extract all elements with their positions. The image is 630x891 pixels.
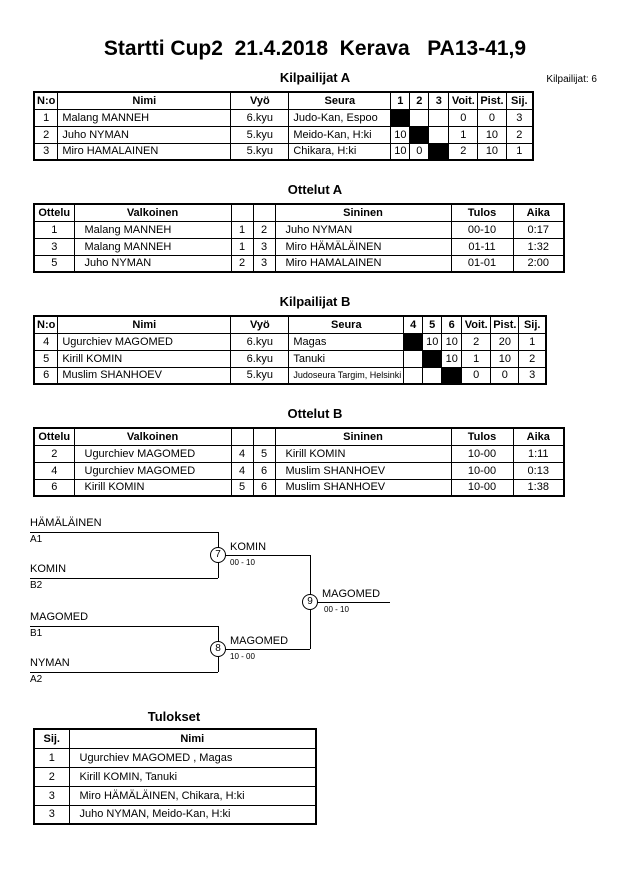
match-result: 10-00 — [451, 479, 513, 496]
col-header-6: 6 — [442, 316, 462, 333]
match-time: 0:17 — [513, 221, 564, 238]
white-player: Malang MANNEH — [74, 221, 231, 238]
competitor-row — [34, 350, 546, 367]
header-row — [34, 92, 533, 109]
col-header-3: 3 — [429, 92, 449, 109]
col-header-sininen: Sininen — [275, 428, 451, 445]
competitor-place: 3 — [519, 367, 546, 384]
competitor-wins: 0 — [462, 367, 491, 384]
result-place: 3 — [34, 786, 69, 805]
competitor-wins: 1 — [449, 126, 478, 143]
competitor-place: 2 — [519, 350, 546, 367]
bracket-line — [30, 672, 218, 673]
col-header-1: 1 — [391, 92, 410, 109]
competitor-club: Tanuki — [289, 350, 404, 367]
score-cell — [423, 367, 442, 384]
result-name: Ugurchiev MAGOMED , Magas — [69, 748, 316, 767]
section-head-ottelut-b — [0, 406, 630, 423]
competitor-name: Ugurchiev MAGOMED — [58, 333, 231, 350]
col-header-vyo: Vyö — [231, 316, 289, 333]
white-player: Ugurchiev MAGOMED — [74, 462, 231, 479]
col-header-ottelu: Ottelu — [34, 204, 74, 221]
score-cell: 10 — [442, 333, 462, 350]
competitor-points: 0 — [478, 109, 506, 126]
col-header-sij: Sij. — [34, 729, 69, 748]
competitor-place: 1 — [519, 333, 546, 350]
competitor-wins: 1 — [462, 350, 491, 367]
competitor-number: 4 — [34, 333, 58, 350]
blue-number: 3 — [253, 255, 275, 272]
competitor-number: 2 — [34, 126, 58, 143]
match-number-circle: 9 — [302, 594, 318, 610]
competitor-belt: 6.kyu — [231, 109, 289, 126]
blue-player: Miro HAMALAINEN — [275, 255, 451, 272]
bracket-slot-seed: B2 — [30, 580, 43, 591]
white-number: 5 — [231, 479, 253, 496]
score-cell: 10 — [423, 333, 442, 350]
diagonal-cell — [410, 126, 429, 143]
score-cell: 10 — [391, 143, 410, 160]
match-result: 10-00 — [451, 445, 513, 462]
competitor-name: Juho NYMAN — [58, 126, 231, 143]
competitor-row — [34, 109, 533, 126]
white-number: 2 — [231, 255, 253, 272]
competitor-points: 10 — [491, 350, 519, 367]
col-header-seura: Seura — [289, 316, 404, 333]
match-row — [34, 238, 564, 255]
col-header-nimi: Nimi — [58, 316, 231, 333]
competitor-row — [34, 126, 533, 143]
col-header-tulos: Tulos — [451, 428, 513, 445]
competitor-row — [34, 333, 546, 350]
page-title: Startti Cup2 21.4.2018 Kerava PA13-41,9 — [103, 37, 527, 60]
blue-number: 6 — [253, 479, 275, 496]
ottelut-b-table — [33, 427, 565, 497]
col-header-sij: Sij. — [519, 316, 546, 333]
white-player: Kirill KOMIN — [74, 479, 231, 496]
col-header-sininen: Sininen — [275, 204, 451, 221]
results-section — [0, 709, 630, 825]
bracket-line — [30, 626, 218, 627]
competitor-club: Judoseura Targim, Helsinki — [289, 367, 404, 384]
blue-player: Kirill KOMIN — [275, 445, 451, 462]
competitor-club: Judo-Kan, Espoo — [289, 109, 391, 126]
col-header-no: N:o — [34, 316, 58, 333]
col-header-voit: Voit. — [449, 92, 478, 109]
result-place: 1 — [34, 748, 69, 767]
col-header-nimi: Nimi — [58, 92, 231, 109]
competitor-points: 0 — [491, 367, 519, 384]
competitor-row — [34, 367, 546, 384]
match-result: 10-00 — [451, 462, 513, 479]
competitor-club: Meido-Kan, H:ki — [289, 126, 391, 143]
bracket-slot-name: NYMAN — [30, 657, 70, 669]
col-header-nimi: Nimi — [69, 729, 316, 748]
competitor-place: 2 — [506, 126, 533, 143]
match-row — [34, 462, 564, 479]
competitor-belt: 6.kyu — [231, 333, 289, 350]
bracket-slot-name: MAGOMED — [30, 611, 89, 623]
competitor-name: Muslim SHANHOEV — [58, 367, 231, 384]
competitor-name: Miro HAMALAINEN — [58, 143, 231, 160]
blue-number: 2 — [253, 221, 275, 238]
header-row — [34, 316, 546, 333]
match-time: 0:13 — [513, 462, 564, 479]
white-player: Ugurchiev MAGOMED — [74, 445, 231, 462]
ottelut-a-table — [33, 203, 565, 273]
match-number: 1 — [34, 221, 74, 238]
match-number: 5 — [34, 255, 74, 272]
blue-player: Muslim SHANHOEV — [275, 479, 451, 496]
col-header-valkoinen: Valkoinen — [74, 428, 231, 445]
competitor-points: 10 — [478, 143, 506, 160]
match-time: 1:32 — [513, 238, 564, 255]
competitor-belt: 5.kyu — [231, 126, 289, 143]
match-number: 2 — [34, 445, 74, 462]
col-header-2: 2 — [410, 92, 429, 109]
match-time: 2:00 — [513, 255, 564, 272]
blue-player: Miro HÄMÄLÄINEN — [275, 238, 451, 255]
score-cell: 10 — [442, 350, 462, 367]
match-number: 3 — [34, 238, 74, 255]
score-cell — [429, 109, 449, 126]
bracket-slot-name: KOMIN — [30, 563, 67, 575]
bracket-line — [30, 578, 218, 579]
competitor-belt: 5.kyu — [231, 143, 289, 160]
col-header-empty — [253, 428, 275, 445]
competitor-club: Chikara, H:ki — [289, 143, 391, 160]
bracket-line — [218, 555, 310, 556]
col-header-empty — [231, 428, 253, 445]
final-bracket — [0, 517, 630, 699]
blue-number: 3 — [253, 238, 275, 255]
bracket-slot-name: HÄMÄLÄINEN — [30, 517, 102, 529]
competitor-belt: 6.kyu — [231, 350, 289, 367]
blue-player: Juho NYMAN — [275, 221, 451, 238]
blue-number: 6 — [253, 462, 275, 479]
white-player: Juho NYMAN — [74, 255, 231, 272]
section-title-ottelut-b: Ottelut B — [287, 406, 343, 421]
bracket-slot-seed: B1 — [30, 628, 43, 639]
competitor-place: 1 — [506, 143, 533, 160]
result-place: 3 — [34, 805, 69, 824]
competitor-row — [34, 143, 533, 160]
col-header-empty — [253, 204, 275, 221]
white-number: 1 — [231, 238, 253, 255]
match-winner: MAGOMED — [230, 635, 289, 647]
score-cell — [410, 109, 429, 126]
diagonal-cell — [442, 367, 462, 384]
header-row — [34, 729, 316, 748]
col-header-5: 5 — [423, 316, 442, 333]
col-header-empty — [231, 204, 253, 221]
col-header-no: N:o — [34, 92, 58, 109]
col-header-aika: Aika — [513, 204, 564, 221]
result-name: Juho NYMAN, Meido-Kan, H:ki — [69, 805, 316, 824]
competitor-number: 1 — [34, 109, 58, 126]
match-score: 00 - 10 — [230, 558, 255, 567]
col-header-pist: Pist. — [478, 92, 506, 109]
result-row — [34, 767, 316, 786]
result-name: Kirill KOMIN, Tanuki — [69, 767, 316, 786]
match-result: 01-11 — [451, 238, 513, 255]
bracket-slot-seed: A1 — [30, 534, 43, 545]
col-header-ottelu: Ottelu — [34, 428, 74, 445]
col-header-voit: Voit. — [462, 316, 491, 333]
col-header-valkoinen: Valkoinen — [74, 204, 231, 221]
competitor-place: 3 — [506, 109, 533, 126]
competitor-number: 3 — [34, 143, 58, 160]
section-head-kilpailijat-a — [0, 70, 630, 87]
header-row — [34, 428, 564, 445]
match-time: 1:38 — [513, 479, 564, 496]
match-result: 00-10 — [451, 221, 513, 238]
match-score: 10 - 00 — [230, 652, 255, 661]
match-winner: KOMIN — [230, 541, 267, 553]
competitor-belt: 5.kyu — [231, 367, 289, 384]
bracket-line — [218, 649, 310, 650]
section-title-kilpailijat-b: Kilpailijat B — [279, 294, 351, 309]
match-row — [34, 479, 564, 496]
section-title-kilpailijat-a: Kilpailijat A — [279, 70, 351, 85]
match-number: 4 — [34, 462, 74, 479]
blue-player: Muslim SHANHOEV — [275, 462, 451, 479]
match-time: 1:11 — [513, 445, 564, 462]
score-cell — [429, 126, 449, 143]
competitors-count: Kilpailijat: 6 — [546, 74, 597, 85]
white-number: 4 — [231, 462, 253, 479]
match-number: 6 — [34, 479, 74, 496]
diagonal-cell — [423, 350, 442, 367]
competitor-number: 6 — [34, 367, 58, 384]
diagonal-cell — [404, 333, 423, 350]
score-cell: 10 — [391, 126, 410, 143]
score-cell — [404, 367, 423, 384]
section-title-ottelut-a: Ottelut A — [287, 182, 343, 197]
match-row — [34, 255, 564, 272]
score-cell: 0 — [410, 143, 429, 160]
competitor-points: 10 — [478, 126, 506, 143]
bracket-slot-seed: A2 — [30, 674, 43, 685]
tulokset-table — [33, 728, 317, 825]
match-score: 00 - 10 — [324, 605, 349, 614]
col-header-aika: Aika — [513, 428, 564, 445]
col-header-pist: Pist. — [491, 316, 519, 333]
result-row — [34, 786, 316, 805]
match-number-circle: 7 — [210, 547, 226, 563]
diagonal-cell — [391, 109, 410, 126]
competitor-points: 20 — [491, 333, 519, 350]
section-title-tulokset: Tulokset — [147, 709, 201, 724]
diagonal-cell — [429, 143, 449, 160]
bracket-line — [30, 532, 218, 533]
competitor-club: Magas — [289, 333, 404, 350]
result-place: 2 — [34, 767, 69, 786]
section-head-kilpailijat-b — [0, 294, 630, 311]
match-result: 01-01 — [451, 255, 513, 272]
competitor-wins: 2 — [449, 143, 478, 160]
score-cell — [404, 350, 423, 367]
white-number: 1 — [231, 221, 253, 238]
match-row — [34, 221, 564, 238]
blue-number: 5 — [253, 445, 275, 462]
match-winner: MAGOMED — [322, 588, 381, 600]
white-player: Malang MANNEH — [74, 238, 231, 255]
col-header-4: 4 — [404, 316, 423, 333]
kilpailijat-a-table — [33, 91, 534, 161]
white-number: 4 — [231, 445, 253, 462]
col-header-tulos: Tulos — [451, 204, 513, 221]
competitor-number: 5 — [34, 350, 58, 367]
match-number-circle: 8 — [210, 641, 226, 657]
result-row — [34, 748, 316, 767]
competitor-name: Malang MANNEH — [58, 109, 231, 126]
col-header-sij: Sij. — [506, 92, 533, 109]
col-header-vyo: Vyö — [231, 92, 289, 109]
result-name: Miro HÄMÄLÄINEN, Chikara, H:ki — [69, 786, 316, 805]
kilpailijat-b-table — [33, 315, 547, 385]
section-head-ottelut-a — [0, 182, 630, 199]
competitor-name: Kirill KOMIN — [58, 350, 231, 367]
competitor-wins: 2 — [462, 333, 491, 350]
header-row — [34, 204, 564, 221]
col-header-seura: Seura — [289, 92, 391, 109]
competitor-wins: 0 — [449, 109, 478, 126]
match-row — [34, 445, 564, 462]
bracket-line — [310, 602, 390, 603]
result-row — [34, 805, 316, 824]
